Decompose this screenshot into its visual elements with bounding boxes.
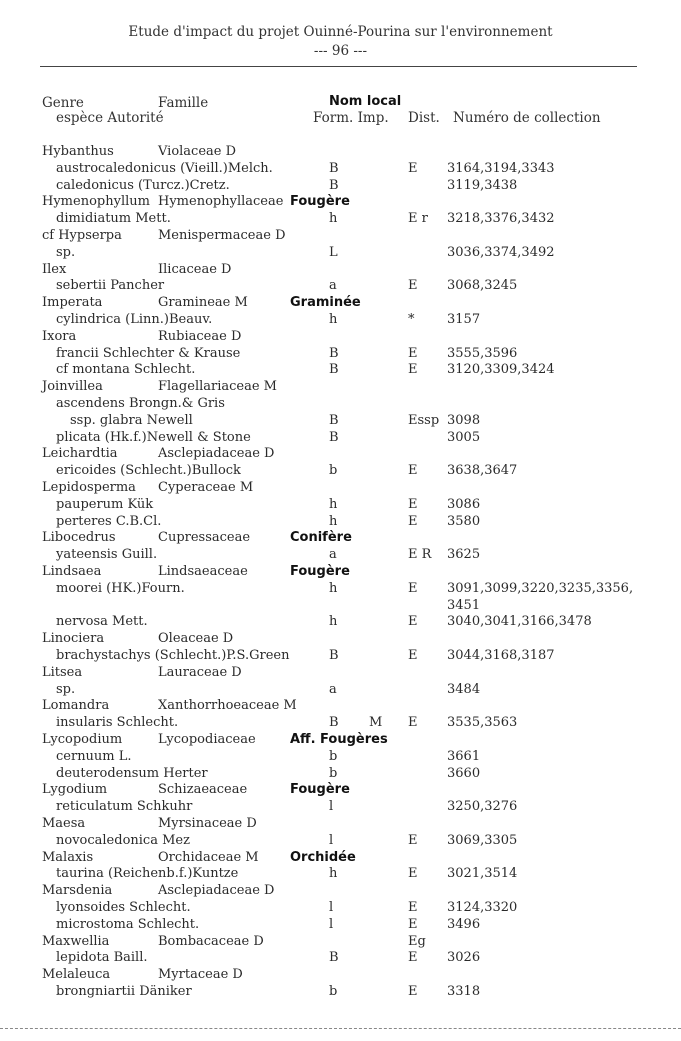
table-row: [0, 833, 681, 850]
form-code: a: [329, 547, 337, 563]
column-header-espece: espèce Autorité: [56, 110, 164, 126]
family-name: Gramineae M: [158, 295, 248, 311]
family-name: Asclepiadaceae D: [158, 446, 275, 462]
species-name: sp.: [56, 244, 76, 260]
distribution-code: E: [408, 715, 418, 731]
table-row: [0, 262, 681, 279]
local-name: Conifère: [290, 530, 352, 546]
family-name: Cupressaceae: [158, 530, 251, 546]
form-code: b: [329, 748, 338, 764]
family-name: Violaceae D: [158, 144, 237, 159]
local-name: Fougère: [290, 782, 350, 798]
table-row: [0, 211, 681, 228]
table-row: [0, 598, 681, 615]
genus-name: Imperata: [42, 295, 103, 311]
header-rule: [40, 66, 637, 67]
page-number: --- 96 ---: [313, 43, 368, 59]
species-name: microstoma Schlecht.: [56, 916, 200, 932]
collection-numbers: 3250,3276: [447, 799, 518, 815]
table-row: [0, 631, 681, 648]
collection-numbers: 3005: [447, 429, 481, 445]
species-name: cernuum L.: [56, 748, 132, 764]
table-row: [0, 547, 681, 564]
family-name: Xanthorrhoeaceae M: [158, 698, 297, 714]
column-header-genre: Genre: [42, 95, 84, 111]
collection-numbers: 3638,3647: [447, 463, 518, 479]
species-name: dimidiatum Mett.: [56, 211, 171, 227]
genus-name: Hymenophyllum: [42, 194, 150, 210]
family-name: Menispermaceae D: [158, 228, 286, 243]
species-name: caledonicus (Turcz.)Cretz.: [56, 177, 230, 193]
form-code: B: [329, 345, 339, 361]
collection-numbers: 3318: [447, 984, 481, 999]
family-name: Bombacaceae D: [158, 933, 264, 949]
column-header-dist: Dist.: [408, 110, 440, 126]
table-row: [0, 463, 681, 480]
collection-numbers: 3157: [447, 312, 481, 327]
table-row: [0, 917, 681, 934]
distribution-code: E: [408, 832, 418, 848]
form-code: a: [329, 278, 337, 294]
distribution-code: *: [408, 312, 415, 327]
species-name: reticulatum Schkuhr: [56, 799, 193, 815]
form-code: B: [329, 160, 339, 176]
genus-name: Litsea: [42, 664, 83, 680]
table-row: [0, 446, 681, 463]
form-code: h: [329, 513, 338, 529]
species-name: brachystachys (Schlecht.)P.S.Green: [56, 648, 290, 663]
family-name: Orchidaceae M: [158, 849, 259, 865]
distribution-code: E: [408, 463, 418, 479]
species-name: austrocaledonicus (Vieill.)Melch.: [56, 160, 273, 176]
collection-numbers: 3098: [447, 412, 481, 428]
form-code: B: [329, 362, 339, 378]
form-code: h: [329, 496, 338, 512]
table-row: [0, 900, 681, 917]
table-row: [0, 698, 681, 715]
local-name: Graminée: [290, 295, 361, 311]
collection-numbers: 3119,3438: [447, 177, 518, 193]
local-name: Fougère: [290, 194, 350, 210]
form-code: l: [329, 832, 334, 848]
genus-name: Maxwellia: [42, 933, 110, 949]
table-row: [0, 866, 681, 883]
table-row: [0, 581, 681, 598]
local-name: Fougère: [290, 564, 350, 579]
form-code: B: [329, 648, 339, 663]
table-row: [0, 883, 681, 900]
column-header-numero: Numéro de collection: [453, 110, 601, 126]
form-code: a: [329, 681, 337, 697]
table-row: [0, 564, 681, 581]
form-code: h: [329, 211, 338, 227]
collection-numbers: 3069,3305: [447, 832, 518, 848]
table-row: [0, 514, 681, 531]
distribution-code: E: [408, 984, 418, 999]
distribution-code: E: [408, 278, 418, 294]
column-header-nom-local: Nom local: [329, 94, 402, 109]
table-row: [0, 480, 681, 497]
collection-numbers: 3120,3309,3424: [447, 362, 555, 378]
distribution-code: E: [408, 580, 418, 596]
species-name: ascendens Brongn.& Gris: [56, 396, 225, 411]
distribution-code: E: [408, 916, 418, 932]
family-name: Flagellariaceae M: [158, 379, 277, 395]
table-row: [0, 430, 681, 447]
distribution-code: E: [408, 362, 418, 378]
form-code: L: [329, 244, 338, 260]
table-row: [0, 648, 681, 665]
form-code: h: [329, 580, 338, 596]
table-row: [0, 413, 681, 430]
table-row: [0, 379, 681, 396]
species-name: francii Schlechter & Krause: [56, 345, 241, 361]
genus-name: Maesa: [42, 816, 86, 831]
local-name: Aff. Fougères: [290, 732, 388, 747]
species-name: lepidota Baill.: [56, 950, 148, 966]
distribution-code: E r: [408, 211, 428, 227]
table-row: [0, 934, 681, 951]
collection-numbers: 3044,3168,3187: [447, 648, 555, 663]
genus-name: Joinvillea: [42, 379, 103, 395]
genus-name: Hybanthus: [42, 144, 114, 159]
table-row: [0, 161, 681, 178]
distribution-code: E: [408, 648, 418, 663]
collection-numbers: 3580: [447, 513, 481, 529]
table-row: [0, 850, 681, 867]
collection-numbers: 3496: [447, 916, 481, 932]
genus-name: Libocedrus: [42, 530, 116, 546]
table-row: [0, 278, 681, 295]
family-name: Ilicaceae D: [158, 261, 232, 277]
table-row: [0, 967, 681, 984]
form-code: b: [329, 984, 338, 999]
genus-name: Malaxis: [42, 849, 94, 865]
genus-name: Lygodium: [42, 782, 108, 798]
local-name: Orchidée: [290, 849, 356, 865]
family-name: Cyperaceae M: [158, 480, 254, 495]
species-name: brongniartii Däniker: [56, 984, 192, 999]
table-row: [0, 194, 681, 211]
collection-numbers: 3535,3563: [447, 715, 518, 731]
species-name: pauperum Kük: [56, 496, 154, 512]
species-name: novocaledonica Mez: [56, 832, 190, 848]
distribution-code: E: [408, 900, 418, 915]
family-name: Asclepiadaceae D: [158, 883, 275, 899]
collection-numbers: 3026: [447, 950, 481, 966]
genus-name: Marsdenia: [42, 883, 113, 899]
form-code: h: [329, 312, 338, 327]
table-row: [0, 799, 681, 816]
collection-numbers: 3555,3596: [447, 345, 518, 361]
genus-name: Lepidosperma: [42, 480, 136, 495]
collection-numbers: 3068,3245: [447, 278, 518, 294]
species-name: deuterodensum Herter: [56, 765, 208, 781]
collection-numbers: 3040,3041,3166,3478: [447, 614, 592, 630]
genus-name: Leichardtia: [42, 446, 118, 462]
species-name: lyonsoides Schlecht.: [56, 900, 191, 915]
form-code: B: [329, 950, 339, 966]
form-code: b: [329, 463, 338, 479]
table-row: [0, 950, 681, 967]
table-row: [0, 329, 681, 346]
collection-numbers: 3164,3194,3343: [447, 160, 555, 176]
table-row: [0, 614, 681, 631]
table-row: [0, 396, 681, 413]
family-name: Lauraceae D: [158, 664, 242, 680]
family-name: Myrsinaceae D: [158, 816, 257, 831]
form-code: h: [329, 866, 338, 882]
collection-numbers: 3484: [447, 681, 481, 697]
genus-name: Melaleuca: [42, 967, 111, 983]
species-name: nervosa Mett.: [56, 614, 148, 630]
distribution-code: E R: [408, 547, 432, 563]
family-name: Hymenophyllaceae: [158, 194, 284, 210]
genus-name: Ilex: [42, 261, 67, 277]
importance-code: M: [369, 715, 383, 731]
species-name: sp.: [56, 681, 76, 697]
genus-name: Linociera: [42, 631, 105, 647]
table-row: [0, 346, 681, 363]
collection-numbers: 3451: [447, 597, 481, 613]
table-row: [0, 245, 681, 262]
table-row: [0, 497, 681, 514]
species-name: taurina (Reichenb.f.)Kuntze: [56, 866, 239, 882]
collection-numbers: 3218,3376,3432: [447, 211, 555, 227]
table-row: [0, 665, 681, 682]
table-row: [0, 749, 681, 766]
table-row: [0, 766, 681, 783]
collection-numbers: 3091,3099,3220,3235,3356,: [447, 580, 634, 596]
form-code: b: [329, 765, 338, 781]
table-row: [0, 178, 681, 195]
form-code: l: [329, 799, 334, 815]
collection-numbers: 3660: [447, 765, 481, 781]
species-name: cf montana Schlecht.: [56, 362, 196, 378]
form-code: B: [329, 177, 339, 193]
distribution-code: E: [408, 496, 418, 512]
column-header-form-imp: Form. Imp.: [313, 110, 389, 126]
collection-numbers: 3021,3514: [447, 866, 518, 882]
genus-name: Lycopodium: [42, 732, 123, 747]
species-name: cylindrica (Linn.)Beauv.: [56, 312, 213, 327]
species-name: perteres C.B.Cl.: [56, 513, 162, 529]
species-name: plicata (Hk.f.)Newell & Stone: [56, 429, 251, 445]
form-code: B: [329, 715, 339, 731]
species-name: ericoides (Schlecht.)Bullock: [56, 463, 241, 479]
collection-numbers: 3661: [447, 748, 481, 764]
table-row: [0, 312, 681, 329]
table-row: [0, 530, 681, 547]
family-name: Schizaeaceae: [158, 782, 248, 798]
form-code: B: [329, 412, 339, 428]
species-name: ssp. glabra Newell: [70, 412, 193, 428]
table-row: [0, 782, 681, 799]
footer-dashed-line: [0, 1028, 681, 1029]
species-name: yateensis Guill.: [56, 547, 158, 563]
table-row: [0, 295, 681, 312]
family-name: Lindsaeaceae: [158, 564, 248, 579]
family-name: Oleaceae D: [158, 631, 234, 647]
column-header-famille: Famille: [158, 95, 209, 111]
table-row: [0, 732, 681, 749]
form-code: l: [329, 900, 334, 915]
distribution-code: E: [408, 345, 418, 361]
distribution-code: E: [408, 513, 418, 529]
genus-name: Ixora: [42, 328, 77, 344]
distribution-code: E: [408, 614, 418, 630]
family-name: Myrtaceae D: [158, 967, 243, 983]
distribution-code: Essp: [408, 412, 440, 428]
table-row: [0, 984, 681, 1001]
distribution-code: Eg: [408, 933, 426, 949]
genus-name: Lindsaea: [42, 564, 102, 579]
distribution-code: E: [408, 160, 418, 176]
table-row: [0, 362, 681, 379]
species-name: moorei (HK.)Fourn.: [56, 580, 185, 596]
distribution-code: E: [408, 950, 418, 966]
collection-numbers: 3124,3320: [447, 900, 518, 915]
table-row: [0, 228, 681, 245]
collection-numbers: 3036,3374,3492: [447, 244, 555, 260]
page-header-title: Etude d'impact du projet Ouinné-Pourina sur l'environnement: [128, 24, 553, 40]
form-code: B: [329, 429, 339, 445]
form-code: l: [329, 916, 334, 932]
species-name: insularis Schlecht.: [56, 715, 179, 731]
form-code: h: [329, 614, 338, 630]
genus-name: Lomandra: [42, 698, 110, 714]
family-name: Rubiaceae D: [158, 328, 242, 344]
distribution-code: E: [408, 866, 418, 882]
table-row: [0, 682, 681, 699]
collection-numbers: 3086: [447, 496, 481, 512]
species-name: sebertii Pancher: [56, 278, 165, 294]
genus-name: cf Hypserpa: [42, 228, 122, 243]
table-row: [0, 144, 681, 161]
collection-numbers: 3625: [447, 547, 481, 563]
table-row: [0, 816, 681, 833]
table-row: [0, 715, 681, 732]
family-name: Lycopodiaceae: [158, 732, 256, 747]
